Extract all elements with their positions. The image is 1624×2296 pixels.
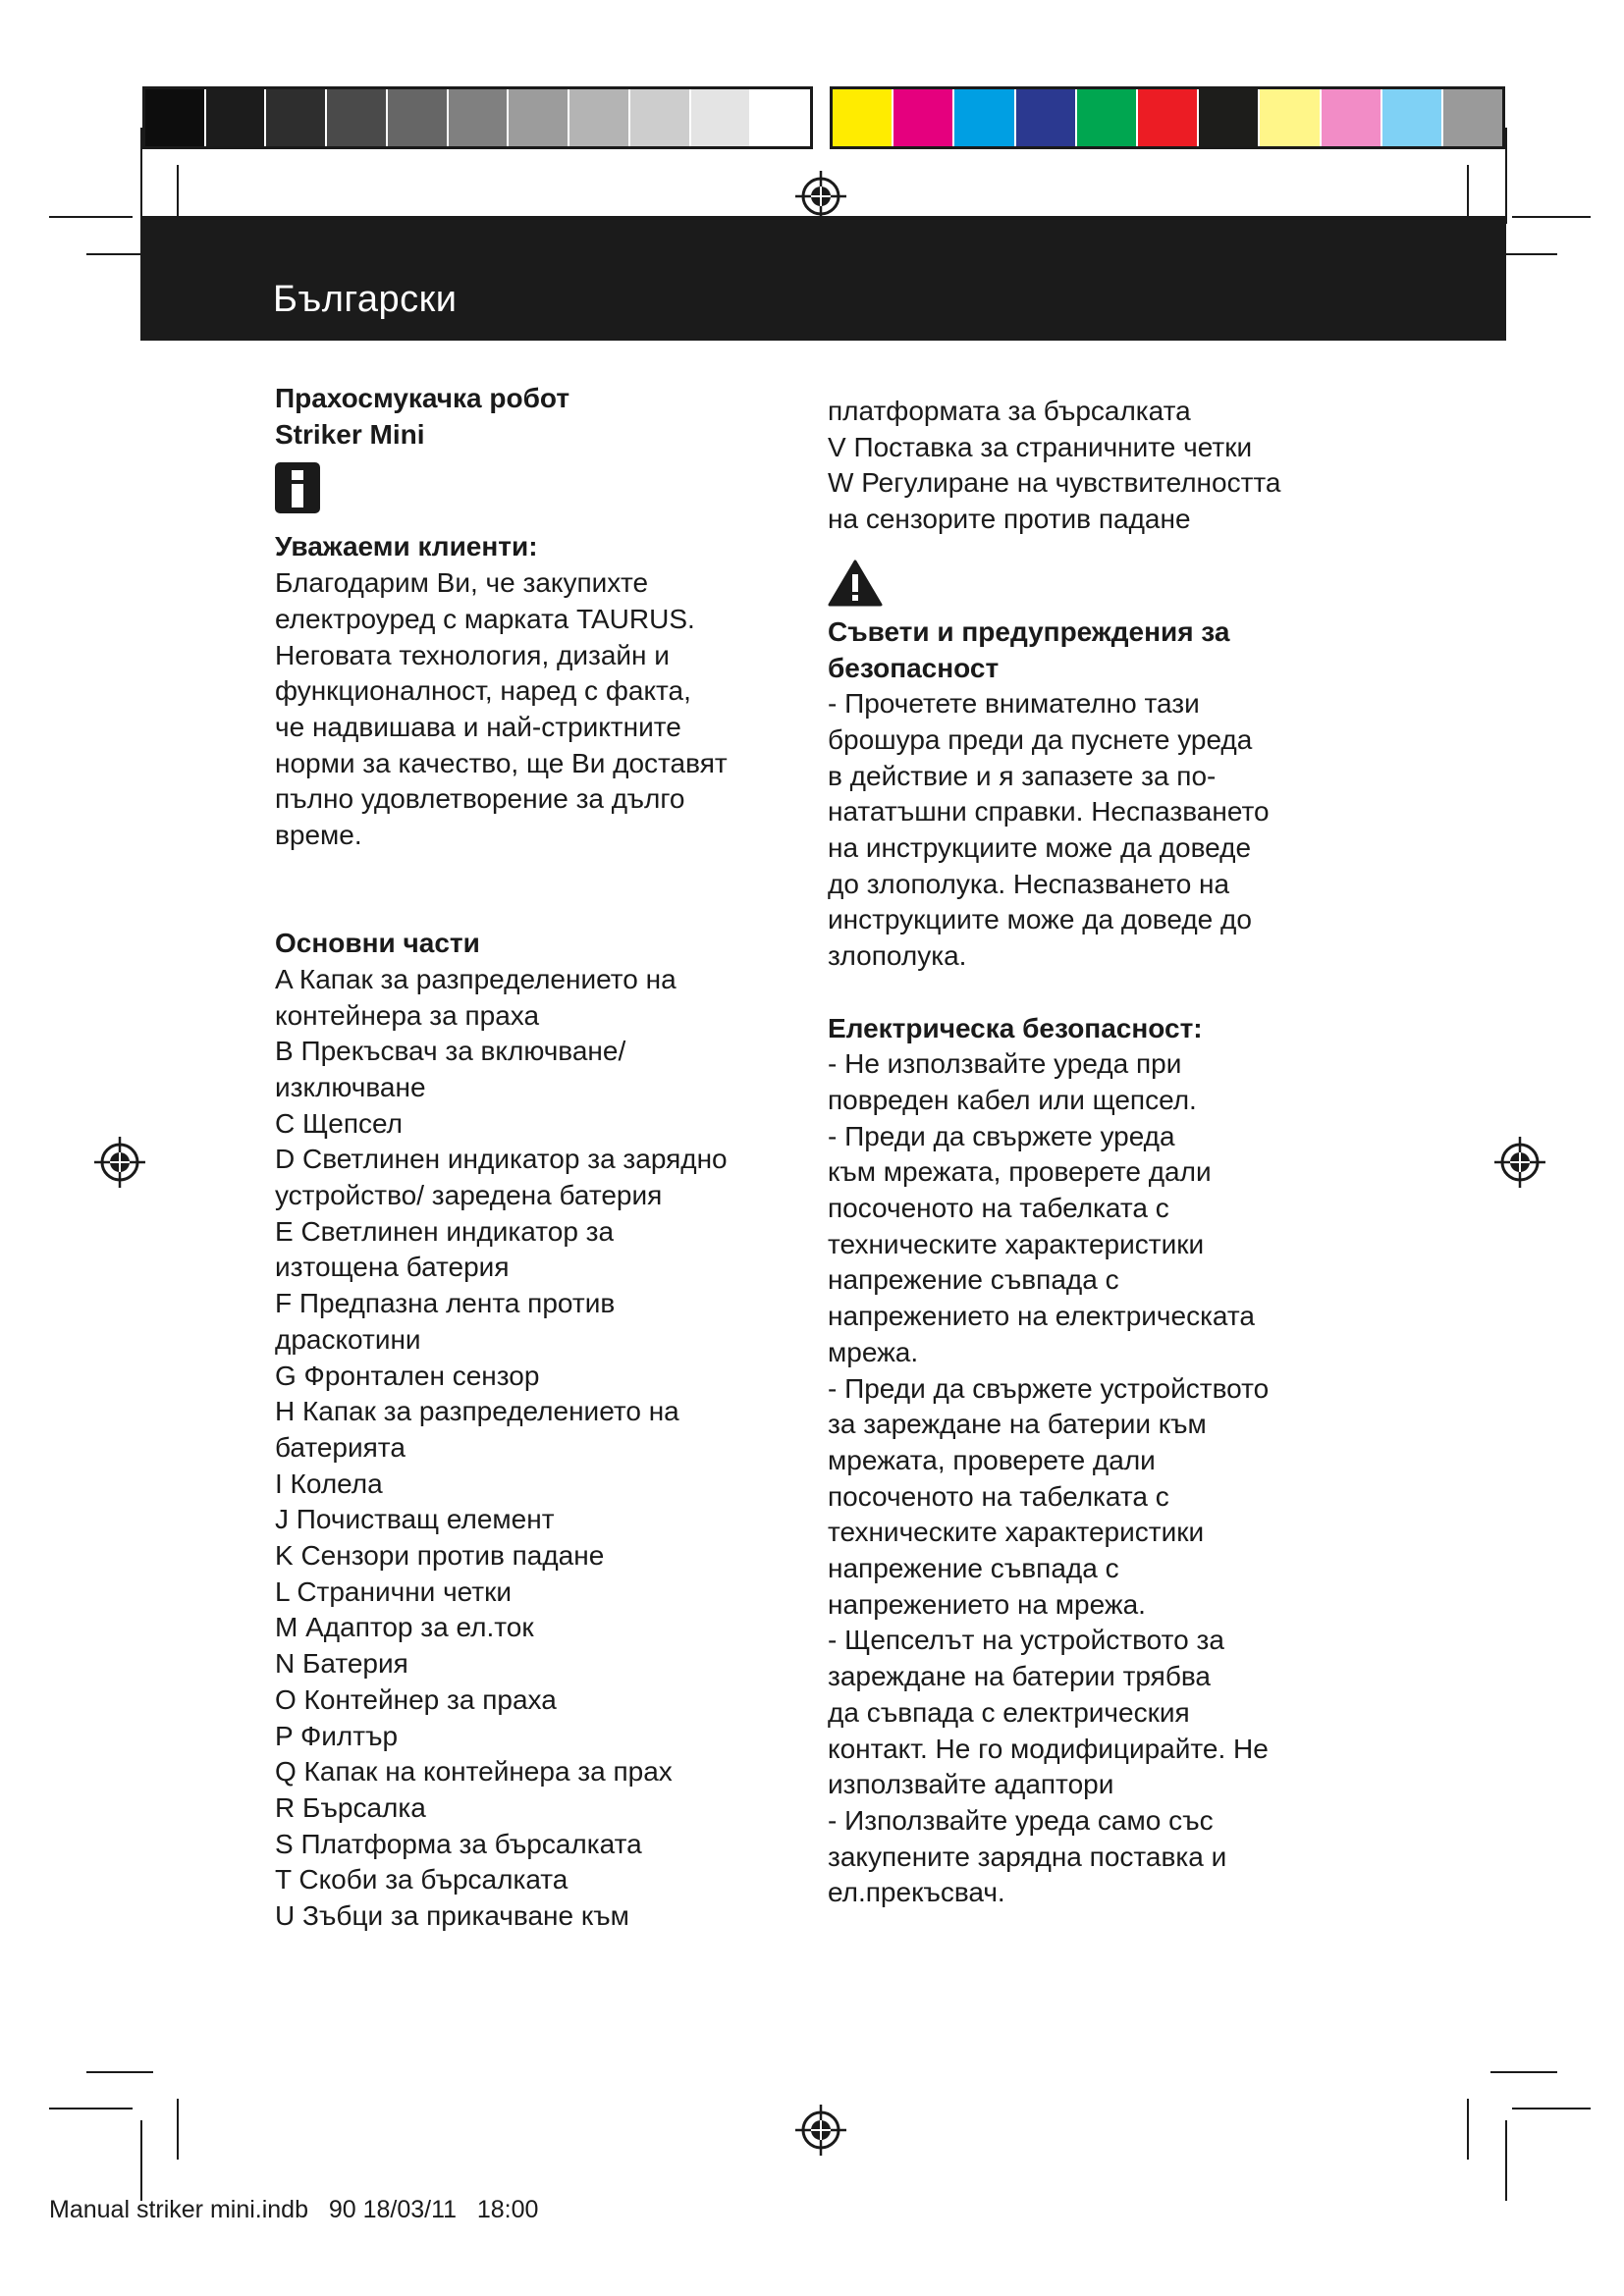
crop-mark (1490, 2071, 1557, 2073)
parts-list-item: контейнера за праха (275, 999, 540, 1031)
electrical-heading: Електрическа безопасност: (828, 1012, 1203, 1043)
parts-list-item: H Капак за разпределението на (275, 1396, 679, 1427)
product-title-line: Прахосмукачка робот (275, 383, 570, 413)
safety-text-line: инструкциите може да доведе до (828, 904, 1252, 935)
electrical-text-line: ел.прекъсвач. (828, 1877, 1005, 1908)
customers-heading: Уважаеми клиенти: (275, 531, 538, 562)
calibration-swatch (449, 89, 510, 146)
calibration-swatch (751, 89, 810, 146)
calibration-swatch (1199, 89, 1260, 146)
parts-list-item: I Колела (275, 1468, 383, 1499)
safety-text-line: брошура преди да пуснете уреда (828, 723, 1253, 755)
calibration-swatch (509, 89, 569, 146)
calibration-swatch (833, 89, 893, 146)
electrical-text-line: контакт. Не го модифицирайте. Не (828, 1733, 1269, 1764)
parts-list-item: батерията (275, 1431, 406, 1463)
grayscale-calibration-bar (142, 86, 813, 149)
crop-mark (140, 128, 142, 224)
electrical-text-line: зареждане на батерии трябва (828, 1661, 1211, 1692)
parts-list-item: L Странични четки (275, 1575, 513, 1607)
parts-list-item: изключване (275, 1071, 426, 1102)
product-title-line: Striker Mini (275, 418, 425, 450)
registration-mark-icon (793, 2103, 848, 2158)
registration-mark-icon (1492, 1135, 1547, 1190)
customers-paragraph (275, 565, 825, 854)
calibration-swatch (630, 89, 691, 146)
safety-text-line: на инструкциите може да доведе (828, 832, 1252, 864)
customers-text-line: електроуред с марката TAURUS. (275, 603, 695, 634)
parts-list-item: драскотини (275, 1323, 421, 1355)
calibration-swatch (1260, 89, 1321, 146)
parts-list-item: E Светлинен индикатор за (275, 1215, 615, 1247)
electrical-text-line: за зареждане на батерии към (828, 1409, 1207, 1440)
crop-mark (49, 216, 133, 218)
electrical-paragraph (828, 1046, 1378, 1911)
crop-mark (86, 2071, 153, 2073)
safety-text-line: нататъшни справки. Неспазването (828, 796, 1270, 828)
parts-list-item: S Платформа за бърсалката (275, 1828, 642, 1859)
electrical-text-line: посоченото на табелката с (828, 1480, 1169, 1512)
calibration-swatch (569, 89, 630, 146)
electrical-text-line: техническите характеристики (828, 1517, 1205, 1548)
crop-mark (1505, 2120, 1507, 2201)
electrical-text-line: закупените зарядна поставка и (828, 1841, 1227, 1872)
crop-mark (1512, 2108, 1591, 2109)
parts-list-item: K Сензори против падане (275, 1540, 605, 1572)
parts-list-item: D Светлинен индикатор за зарядно (275, 1144, 728, 1175)
electrical-text-line: повреден кабел или щепсел. (828, 1084, 1197, 1115)
parts-list-item: устройство/ заредена батерия (275, 1180, 663, 1211)
safety-heading-line: Съвети и предупреждения за (828, 615, 1230, 647)
calibration-swatch (1138, 89, 1199, 146)
parts-list (275, 962, 825, 1935)
electrical-text-line: мрежа. (828, 1336, 919, 1367)
crop-mark (1512, 216, 1591, 218)
parts-list-item: платформата за бърсалката (828, 396, 1191, 426)
customers-text-line: че надвишава и най-стриктните (275, 711, 681, 742)
parts-list-item: Q Капак на контейнера за прах (275, 1756, 673, 1788)
electrical-text-line: напрежението на мрежа. (828, 1588, 1146, 1620)
parts-list-item: C Щепсел (275, 1107, 403, 1139)
parts-list-item: N Батерия (275, 1648, 408, 1680)
crop-mark (140, 2120, 142, 2201)
customers-text-line: пълно удовлетворение за дълго (275, 783, 685, 815)
print-slug: Manual striker mini.indb 90 18/03/11 18:00 (49, 2196, 539, 2223)
calibration-swatch (145, 89, 206, 146)
parts-list-item: F Предпазна лента против (275, 1288, 616, 1319)
parts-heading: Основни части (275, 928, 480, 959)
electrical-text-line: - Преди да свържете устройството (828, 1372, 1270, 1404)
parts-list-item: W Регулиране на чувствителността (828, 467, 1281, 499)
calibration-swatch (1322, 89, 1382, 146)
right-column (828, 394, 1378, 1911)
safety-paragraph (828, 686, 1378, 975)
customers-text-line: норми за качество, ще Ви доставят (275, 747, 728, 778)
info-icon (275, 462, 320, 513)
parts-list-item: R Бърсалка (275, 1791, 426, 1823)
electrical-text-line: напрежение съвпада с (828, 1264, 1119, 1296)
parts-list-item: O Контейнер за праха (275, 1683, 557, 1715)
safety-text-line: в действие и я запазете за по- (828, 760, 1217, 791)
safety-text-line: - Прочетете внимателно тази (828, 688, 1200, 720)
calibration-swatch (388, 89, 449, 146)
safety-heading-line: безопасност (828, 652, 1000, 683)
calibration-swatch (954, 89, 1015, 146)
calibration-swatch (1382, 89, 1443, 146)
crop-mark (49, 2108, 133, 2109)
customers-text-line: функционалност, наред с факта, (275, 675, 691, 707)
calibration-swatch (206, 89, 267, 146)
language-header-band (140, 216, 1506, 341)
electrical-text-line: - Щепселът на устройството за (828, 1625, 1224, 1656)
warning-icon (828, 560, 883, 607)
electrical-text-line: - Използвайте уреда само със (828, 1805, 1214, 1836)
electrical-text-line: напрежението на електрическата (828, 1301, 1255, 1332)
crop-mark (1505, 128, 1507, 224)
color-calibration-bar (830, 86, 1505, 149)
safety-text-line: до злополука. Неспазването на (828, 868, 1230, 899)
parts-list-item: изтощена батерия (275, 1252, 510, 1283)
crop-mark (177, 2099, 179, 2160)
warning-icon-row (828, 538, 1378, 614)
parts-list-item: J Почистващ елемент (275, 1504, 555, 1535)
electrical-text-line: мрежата, проверете дали (828, 1444, 1156, 1475)
calibration-swatch (327, 89, 388, 146)
calibration-swatch (691, 89, 752, 146)
electrical-text-line: използвайте адаптори (828, 1769, 1114, 1800)
customers-text-line: Благодарим Ви, че закупихте (275, 567, 649, 599)
parts-list-item: A Капак за разпределението на (275, 963, 677, 994)
electrical-text-line: да съвпада с електрическия (828, 1696, 1190, 1728)
electrical-text-line: техническите характеристики (828, 1228, 1205, 1259)
calibration-swatch (1016, 89, 1077, 146)
crop-mark (1467, 2099, 1469, 2160)
calibration-swatch (893, 89, 954, 146)
electrical-text-line: напрежение съвпада с (828, 1553, 1119, 1584)
parts-list-item: V Поставка за страничните четки (828, 431, 1253, 462)
product-title (275, 381, 825, 453)
parts-list-item: G Фронтален сензор (275, 1360, 540, 1391)
customers-text-line: време. (275, 820, 362, 851)
parts-list-item: P Филтър (275, 1720, 399, 1751)
parts-list-continued (828, 394, 1378, 538)
info-icon-row (275, 453, 825, 529)
electrical-text-line: посоченото на табелката с (828, 1193, 1169, 1224)
parts-list-item: B Прекъсвач за включване/ (275, 1036, 626, 1067)
parts-list-item: U Зъбци за прикачване към (275, 1900, 629, 1932)
calibration-swatch (266, 89, 327, 146)
customers-text-line: Неговата технология, дизайн и (275, 639, 670, 670)
parts-list-item: M Адаптор за ел.ток (275, 1612, 534, 1643)
left-column (275, 381, 825, 1935)
safety-text-line: злополука. (828, 940, 967, 972)
electrical-text-line: - Не използвайте уреда при (828, 1048, 1182, 1080)
language-title: Български (273, 279, 458, 320)
electrical-text-line: - Преди да свържете уреда (828, 1120, 1175, 1151)
parts-list-item: T Скоби за бърсалката (275, 1864, 568, 1896)
calibration-swatch (1443, 89, 1502, 146)
calibration-swatch (1077, 89, 1138, 146)
electrical-text-line: към мрежата, проверете дали (828, 1156, 1212, 1188)
parts-list-item: на сензорите против падане (828, 504, 1191, 535)
registration-mark-icon (92, 1135, 147, 1190)
